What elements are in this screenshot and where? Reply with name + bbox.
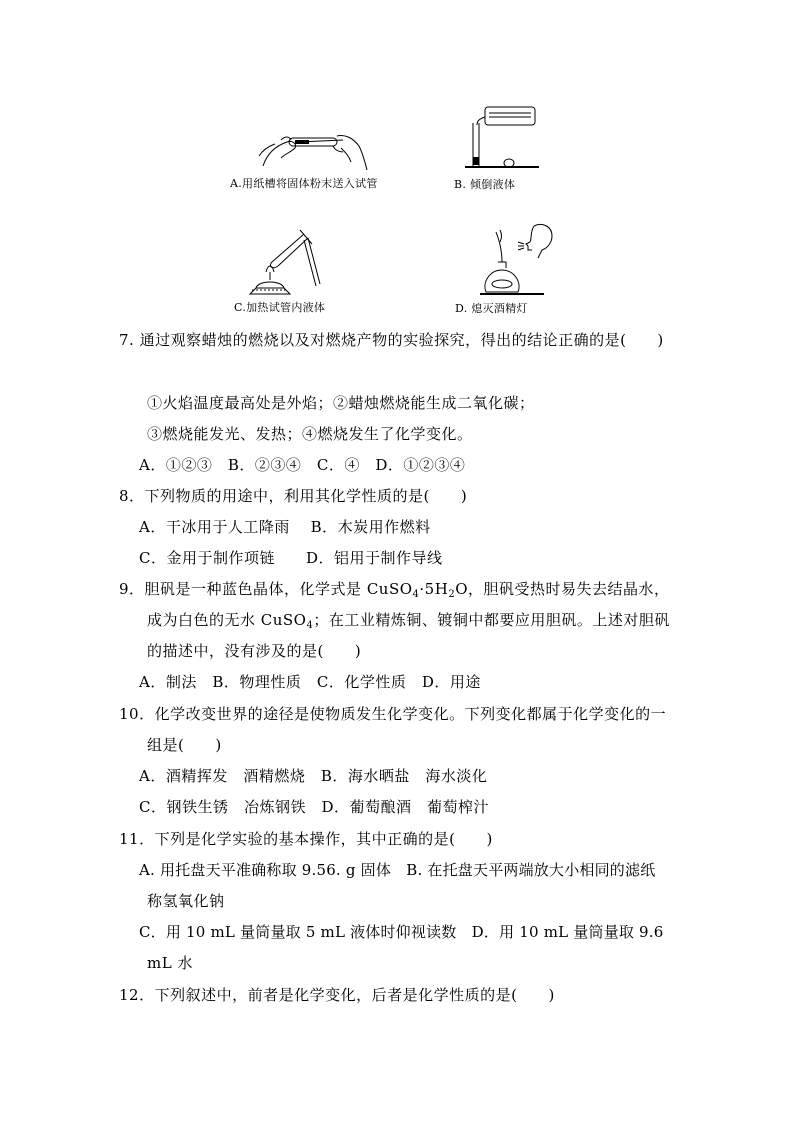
q9-line-3: 的描述中，没有涉及的是( ) [147,642,362,660]
q9-options: A．制法 B．物理性质 C．化学性质 D．用途 [139,673,481,691]
q9-line2-part1: 成为白色的无水 CuSO [147,611,307,629]
figure-a-paper-trough [255,126,370,174]
figure-b-caption: B. 倾倒液体 [454,178,516,191]
q9-line-2 [147,609,670,631]
q12-stem: 12．下列叙述中，前者是化学变化，后者是化学性质的是( ) [119,986,555,1004]
q8-options-cd: C．金用于制作项链 D．铝用于制作导线 [139,549,443,567]
q9-stem-part3: O，胆矾受热时易失去结晶水， [455,580,670,598]
q9-stem-part1: 9．胆矾是一种蓝色晶体，化学式是 CuSO [119,580,413,598]
figure-d-blowing-lamp [478,222,556,302]
q7-statement-1: ①火焰温度最高处是外焰；②蜡烛燃烧能生成二氧化碳； [147,394,535,412]
q10-options-ab: A．酒精挥发 酒精燃烧 B．海水晒盐 海水淡化 [139,767,488,785]
q11-options-ab-cont: 称氢氧化钠 [147,892,225,910]
q9-line2-sub-4: 4 [306,620,314,631]
q11-options-cd: C．用 10 mL 量筒量取 5 mL 液体时仰视读数 D．用 10 mL 量筒量取 9.6 [139,923,664,941]
q10-stem: 10．化学改变世界的途径是使物质发生化学变化。下列变化都属于化学变化的一 [119,705,667,723]
q11-stem: 11．下列是化学实验的基本操作，其中正确的是( ) [119,830,493,848]
q9-sub-2: 2 [448,589,456,600]
q9-stem [119,578,670,600]
q7-stem: 7. 通过观察蜡烛的燃烧以及对燃烧产物的实验探究，得出的结论正确的是( ) [119,331,664,349]
q8-stem: 8．下列物质的用途中，利用其化学性质的是( ) [119,487,468,505]
q7-statement-2: ③燃烧能发光、发热；④燃烧发生了化学变化。 [147,425,473,443]
q9-line2-part2: ；在工业精炼铜、镀铜中都要应用胆矾。上述对胆矾 [313,611,670,629]
figure-b-pouring-liquid [463,103,541,171]
figure-c-caption: C.加热试管内液体 [234,301,326,314]
q7-options: A．①②③ B．②③④ C．④ D．①②③④ [139,456,466,474]
q10-options-cd: C．钢铁生锈 冶炼钢铁 D．葡萄酿酒 葡萄榨汁 [139,798,490,816]
figure-a-caption: A.用纸槽将固体粉末送入试管 [230,177,378,190]
q9-sub-4: 4 [412,589,420,600]
q8-options-ab: A．干冰用于人工降雨 B．木炭用作燃料 [139,518,431,536]
q11-options-cd-cont: mL 水 [147,954,193,972]
figure-d-caption: D. 熄灭酒精灯 [455,302,528,315]
q11-options-ab: A. 用托盘天平准确称取 9.56. g 固体 B. 在托盘天平两端放大小相同的滤纸 [139,861,656,879]
q9-stem-part2: ·5H [419,580,449,598]
q10-stem-2: 组是( ) [147,736,222,754]
figure-c-heating-test-tube [246,228,322,298]
